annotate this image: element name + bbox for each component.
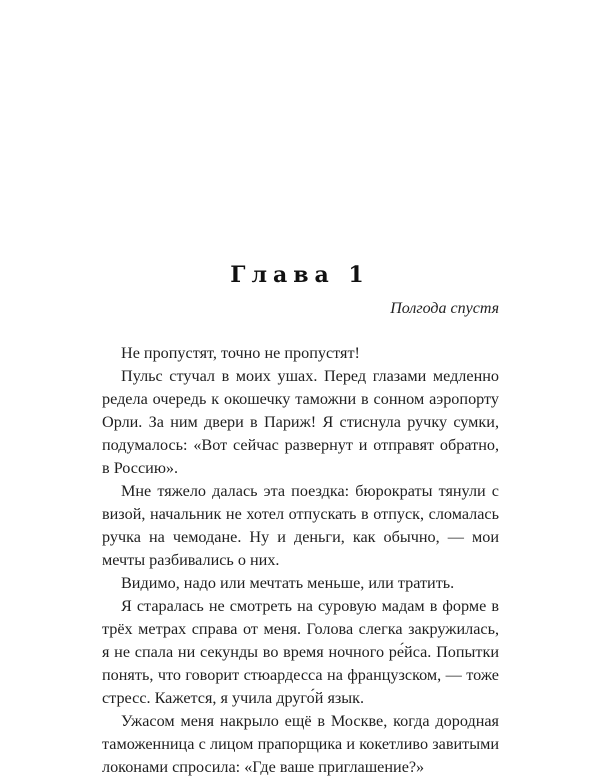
chapter-title: Глава 1 (230, 262, 370, 288)
body-text (102, 342, 499, 779)
paragraph: Видимо, надо или мечтать меньше, или тратить. (121, 574, 455, 592)
paragraph: Мне тяжело далась эта поездка: бюрократы тянули с визой, начальник не хотел отпускать в отпуск, сломалась ручка на чемодане. Ну и деньги, как обычно, — мои мечты разбивались о них. (102, 482, 499, 569)
paragraph: Ужасом меня накрыло ещё в Москве, когда дородная таможенница с лицом прапорщика и кокетливо завитыми локонами спросила: «Где ваше приглашение?» (102, 712, 499, 776)
paragraph: Пульс стучал в моих ушах. Перед глазами медленно редела очередь к окошечку таможни в сонном аэропорту Орли. За ним двери в Париж! Я стиснула ручку сумки, подумалось: «Вот сейчас развернут и отправят обратно, в Россию». (102, 367, 499, 477)
paragraph: Не пропустят, точно не пропустят! (121, 344, 360, 362)
paragraph: Я старалась не смотреть на суровую мадам в форме в трёх метрах справа от меня. Голова слегка закружилась, я не спала ни секунды во время ночного ре́йса. Попытки понять, что говорит стюардесса на французском, — тоже стресс. Кажется, я учила друго́й язык. (102, 597, 499, 707)
chapter-epigraph: Полгода спустя (390, 300, 499, 317)
